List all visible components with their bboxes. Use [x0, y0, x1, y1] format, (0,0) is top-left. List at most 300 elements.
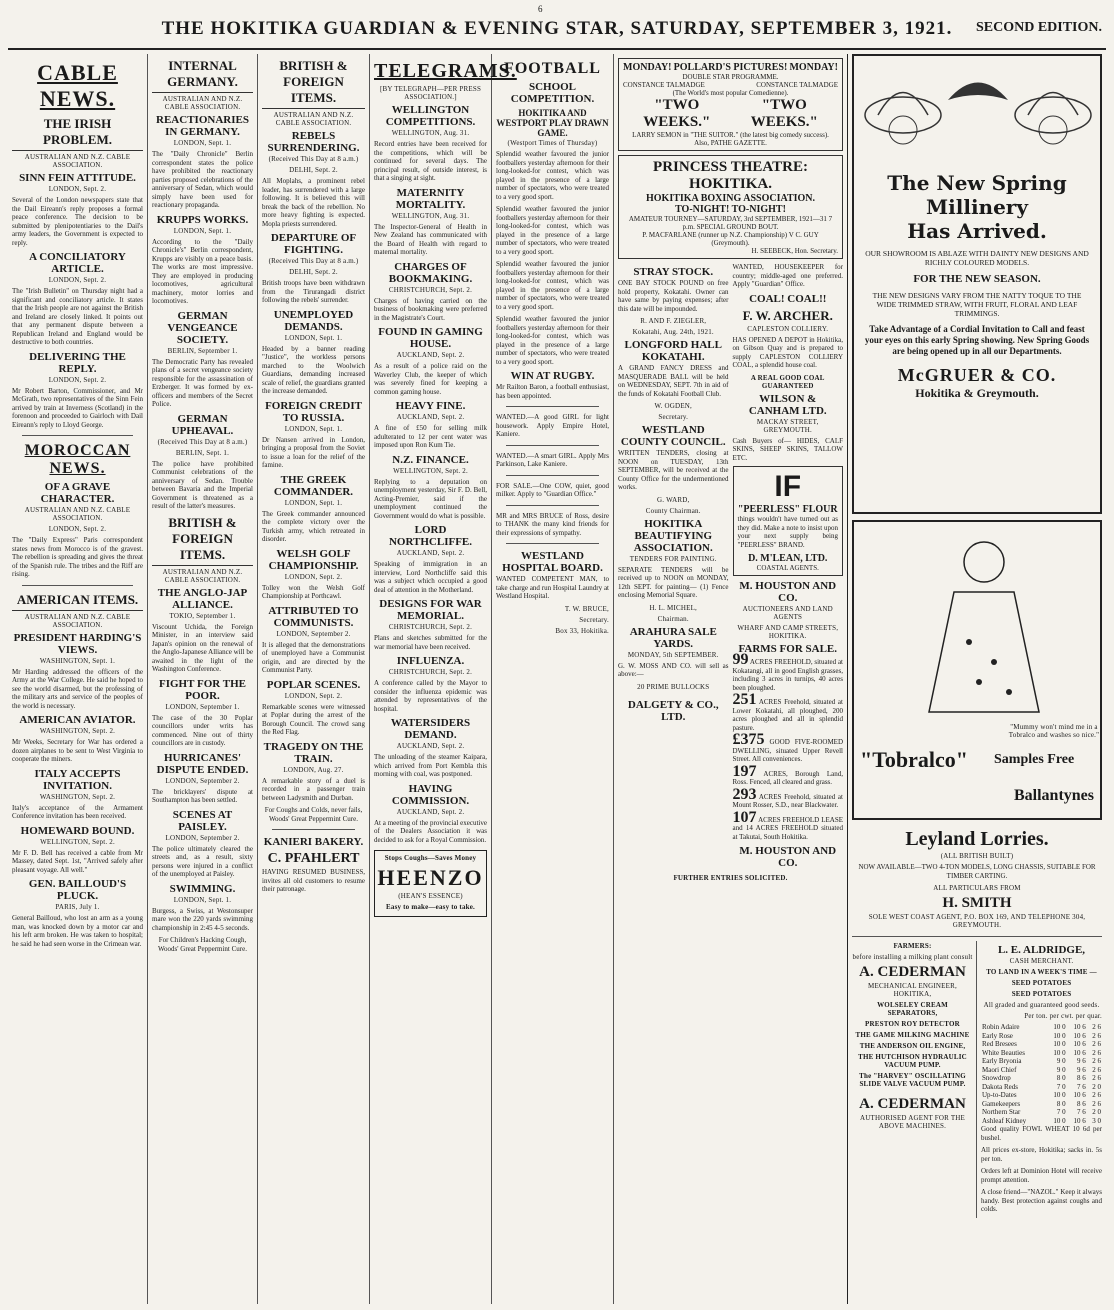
- dateline: LONDON, September 1.: [165, 702, 240, 711]
- beautifying-text: SEPARATE TENDERS will be received up to NOON on MONDAY, 12th SEPT. for painting— (1) Fence enclosing Memorial Square.: [618, 565, 729, 599]
- subheading: SWIMMING.: [169, 882, 236, 895]
- council-heading: WESTLAND COUNTY COUNCIL.: [620, 424, 726, 448]
- subheading: HOMEWARD BOUND.: [20, 824, 135, 837]
- secretary: H. SEEBECK, Hon. Secretary.: [751, 247, 838, 255]
- signature: Chairman.: [657, 614, 689, 623]
- tobralco-ad: [852, 520, 1102, 820]
- potato-price-table: [981, 1023, 1102, 1125]
- hats-illustration: [858, 60, 1098, 160]
- leyland-text: NOW AVAILABLE—TWO 4-TON MODELS, LONG CHASSIS, SUITABLE FOR TIMBER CARTING.: [858, 863, 1096, 880]
- article-text: Remarkable scenes were witnessed at Poplar during the arrest of the Borough Council. The crowd sang the Red Flag.: [262, 702, 365, 736]
- subheading: REBELS SURRENDERING.: [267, 130, 360, 154]
- signature: R. AND F. ZIEGLER,: [640, 317, 707, 325]
- price-cell: 2 6: [1092, 1048, 1101, 1057]
- credit: [BY TELEGRAPH—PER PRESS ASSOCIATION.]: [379, 85, 482, 101]
- article-text: Record entries have been received for the competitions, which will be continued for several days. The principal result, of outside interest, is that a singing at sight.: [374, 140, 487, 182]
- column-football: [492, 54, 614, 1304]
- ad-col-left: [618, 263, 729, 870]
- programme-label: DOUBLE STAR PROGRAMME.: [682, 73, 779, 81]
- pollards-title: POLLARD'S PICTURES!: [673, 62, 788, 73]
- column-internal-germany: [148, 54, 258, 1304]
- coal2-text: Cash Buyers of— HIDES, CALF SKINS, SHEEP SKINS, TALLOW ETC.: [732, 436, 843, 462]
- cable-news-heading: CABLE NEWS.: [37, 60, 118, 111]
- classified-ad: FOR SALE.—One COW, quiet, good milker. Apply to "Guardian Office.": [496, 481, 609, 498]
- cederman-name: A. CEDERMAN: [859, 964, 966, 980]
- internal-germany-heading: INTERNAL GERMANY.: [152, 58, 253, 93]
- signature: County Chairman.: [645, 506, 701, 515]
- price-row: [981, 1023, 1102, 1032]
- subheading: FOUND IN GAMING HOUSE.: [378, 326, 483, 350]
- divider: [22, 435, 133, 436]
- potato-variety: Ashleaf Kidney: [982, 1116, 1027, 1125]
- farm-listing: [732, 808, 844, 842]
- boxing-assoc: HOKITIKA BOXING ASSOCIATION.: [645, 193, 816, 204]
- leyland-text2: ALL PARTICULARS FROM: [933, 884, 1021, 892]
- divider: [272, 829, 355, 830]
- dateline: LONDON, Sept. 1.: [284, 424, 343, 433]
- subheading: FOREIGN CREDIT TO RUSSIA.: [265, 399, 362, 424]
- divider: [506, 543, 599, 544]
- article-text: Burgess, a Swiss, at Westonsuper mare won the 220 yards swimming championship in 2:45 4-5 seconds.: [152, 906, 253, 932]
- article-text: Several of the London newspapers state that the Dail Eireann's reply proposes a formal peace conference. The decision to be submitted by plenipotentiaries to the Dail's army leaders, the Government is expected to reply.: [12, 196, 143, 247]
- subheading: GERMAN VENGEANCE SOCIETY.: [167, 309, 238, 346]
- column-display-ads: [848, 54, 1106, 1304]
- credit: AUSTRALIAN AND N.Z. CABLE ASSOCIATION.: [162, 567, 243, 584]
- subheading: DESIGNS FOR WAR MEMORIAL.: [379, 598, 482, 622]
- subheading: INFLUENZA.: [396, 655, 465, 667]
- credit: AUSTRALIAN AND N.Z. CABLE ASSOCIATION.: [273, 111, 354, 127]
- article-text: General Bailloud, who lost an arm as a young man, was knocked down by a motor car and his left arm broken. He was taken to hospital; he said he had seen worse in the Crimean war.: [12, 914, 143, 948]
- farm-text: ACRES FREEHOLD LEASE and 14 ACRES FREEHOLD situated at Takutai, South Hokitika.: [732, 815, 843, 841]
- bakery-name: C. PFAHLERT: [267, 851, 360, 866]
- coal2-name: WILSON & CANHAM LTD.: [748, 392, 827, 417]
- signature: Secretary.: [658, 413, 689, 421]
- aldridge-foot: All prices ex-store, Hokitika; sacks in. 5s per ton.: [981, 1146, 1102, 1163]
- dateline: BERLIN, Sept. 1.: [175, 448, 230, 457]
- arahura-date: MONDAY, 5th SEPTEMBER.: [627, 650, 719, 659]
- article-text: The "Daily Chronicle" Berlin correspondent states the police have prohibited the reactionary parties proposed celebrations of the anniversary of Sedan, which would simply have been used for reactionary propaganda.: [152, 150, 253, 209]
- stray-stock-text: ONE BAY STOCK POUND on free hold property, Kokatahi. Owner can have same by paying expenses; after this date will be impounded.: [618, 279, 729, 313]
- coal2-sub: MACKAY STREET, GREYMOUTH.: [756, 417, 819, 434]
- tonight-label: TO-NIGHT! TO-NIGHT!: [675, 204, 786, 215]
- moroccan-news-heading: MOROCCAN NEWS.: [24, 442, 131, 477]
- aldridge-text: All graded and guaranteed good seeds.: [983, 1001, 1100, 1009]
- article-text: A conference called by the Mayor to consider the influenza epidemic was attended by representatives of the hospital.: [374, 679, 487, 713]
- telegrams-heading: TELEGRAMS.: [374, 60, 517, 82]
- dateline: CHRISTCHURCH, Sept. 2.: [388, 668, 473, 676]
- cederman-product: THE HUTCHISON HYDRAULIC VACUUM PUMP.: [858, 1053, 967, 1069]
- farm-listing: [732, 731, 844, 764]
- coal-heading: COAL! COAL!!: [749, 292, 827, 305]
- subheading: HEAVY FINE.: [395, 400, 466, 412]
- price-cell: 2 6: [1092, 1040, 1101, 1048]
- potato-variety: Robin Adaire: [982, 1023, 1020, 1031]
- aldridge-sub: CASH MERCHANT.: [1009, 957, 1074, 965]
- article-text: Mr Weeks, Secretary for War has ordered a dozen airplanes to be sent to West Virginia to cooperate the miners.: [12, 738, 143, 763]
- potato-variety: Snowdrop: [982, 1074, 1011, 1082]
- theatre-name: PRINCESS THEATRE: HOKITIKA.: [653, 159, 808, 192]
- price-row: [981, 1049, 1102, 1058]
- price-cell: 2 6: [1092, 1074, 1101, 1082]
- subheading: PRESIDENT HARDING'S VIEWS.: [13, 631, 142, 656]
- farm-acres: 251: [732, 691, 757, 708]
- price-cell: 10 6: [1073, 1091, 1086, 1099]
- dateline: AUCKLAND, Sept. 2.: [396, 351, 465, 359]
- dateline: WASHINGTON, Sept. 2.: [39, 792, 116, 801]
- price-cell: 8 6: [1077, 1074, 1086, 1082]
- subheading: WELLINGTON COMPETITIONS.: [385, 104, 476, 128]
- subheading: WATERSIDERS DEMAND.: [390, 717, 471, 741]
- dateline: LONDON, September 2.: [165, 776, 240, 785]
- price-row: [981, 1083, 1102, 1092]
- british-foreign-heading: BRITISH & FOREIGN ITEMS.: [152, 515, 253, 566]
- price-cell: 2 0: [1092, 1108, 1101, 1116]
- star-name: CONSTANCE TALMADGE: [756, 81, 838, 89]
- dateline: LONDON, Sept. 1.: [173, 139, 232, 147]
- divider: [506, 475, 599, 476]
- column-advertisements: [614, 54, 848, 1304]
- subheading: DELIVERING THE REPLY.: [29, 350, 126, 375]
- seed-potatoes: SEED POTATOES: [1011, 979, 1072, 987]
- price-cell: 2 0: [1092, 1082, 1101, 1091]
- further-entries: FURTHER ENTRIES SOLICITED.: [673, 874, 788, 882]
- coal-text: HAS OPENED A DEPOT in Hokitika, on Gibson Quay and is prepared to supply CAPLESTON COLLIERY COAL, a splendid house coal.: [732, 335, 843, 369]
- page-number: 6: [538, 4, 543, 14]
- price-cell: 10 6: [1073, 1031, 1086, 1040]
- article-text: The unloading of the steamer Kaipara, which arrived from Port Kembla this morning with coal, was postponed.: [374, 753, 487, 778]
- price-cell: 7 6: [1077, 1082, 1086, 1091]
- price-cell: 7 6: [1077, 1108, 1086, 1116]
- farm-acres: £375: [732, 731, 765, 748]
- film-title: "TWO WEEKS.": [750, 97, 818, 130]
- bakery-text: HAVING RESUMED BUSINESS, invites all old customers to resume their patronage.: [262, 868, 365, 893]
- subheading: HURRICANES' DISPUTE ENDED.: [156, 751, 249, 776]
- subheading: GEN. BAILLOUD'S PLUCK.: [28, 878, 127, 902]
- leyland-heading: Leyland Lorries.: [905, 828, 1049, 850]
- column-british-foreign: [258, 54, 370, 1304]
- price-row: [981, 1117, 1102, 1126]
- classified-heading: WESTLAND HOSPITAL BOARD.: [502, 550, 603, 574]
- aldridge-ad: [981, 941, 1102, 1218]
- classified-ad: WANTED.—A smart GIRL. Apply Mrs Parkinson, Lake Kaniere.: [496, 451, 609, 468]
- signature: Kokatahi, Aug. 24th, 1921.: [632, 328, 714, 336]
- farm-text: ACRES Freehold, situated at Mount Rosser, S.D., near Blackwater.: [732, 792, 843, 809]
- dateline: PARIS, July 1.: [55, 903, 100, 911]
- dateline: LONDON, Sept. 2.: [284, 691, 343, 700]
- subheading: POPLAR SCENES.: [266, 678, 361, 691]
- signature: Box 33, Hokitika.: [555, 626, 609, 635]
- dateline: AUCKLAND, Sept. 2.: [396, 807, 465, 816]
- article-text: Tolley won the Welsh Golf Championship at Porthcawl.: [262, 583, 365, 600]
- subheading: ITALY ACCEPTS INVITATION.: [34, 767, 121, 792]
- subheading: WIN AT RUGBY.: [510, 370, 595, 382]
- council-text: WRITTEN TENDERS, closing at NOON on TUESDAY, 13th SEPTEMBER, will be received at the County Office for the undermentioned works.: [618, 449, 729, 491]
- article-text: Headed by a banner reading "Justice", the workless persons marched to the Woolwich Guardians, demanding increased scale of relief, the guardians granted the increase demanded.: [262, 344, 365, 395]
- arahura-item: 20 PRIME BULLOCKS: [637, 682, 710, 691]
- farm-text: ACRES, Borough Land, Ross. Fenced, all cleared and grass.: [732, 769, 843, 786]
- article-text: The police ultimately cleared the streets and, as a result, sixty persons were injured in a conflict of the unemployed at Paisley.: [152, 844, 253, 878]
- price-cell: 10 0: [1053, 1116, 1066, 1125]
- heenzo-sub: (HEAN'S ESSENCE): [398, 892, 463, 900]
- flour-agent-sub: COASTAL AGENTS.: [756, 564, 819, 572]
- price-cell: 9 0: [1056, 1065, 1066, 1074]
- price-cell: 2 6: [1092, 1031, 1101, 1040]
- price-rows: [981, 1023, 1102, 1125]
- price-row: [981, 1100, 1102, 1109]
- millinery-heading: Has Arrived.: [907, 219, 1047, 243]
- article-text: Viscount Uchida, the Foreign Minister, in an interview said Japan's opinion on the renewal of the Anglo-Japanese Alliance will be awaited in the light of the Washington Conference.: [152, 622, 253, 673]
- dateline: WELLINGTON, Aug. 31.: [391, 211, 470, 220]
- credit: AUSTRALIAN AND N.Z. CABLE ASSOCIATION.: [24, 506, 131, 522]
- girl-illustration: [914, 532, 1054, 732]
- price-cell: 10 6: [1073, 1040, 1086, 1048]
- article-text: Dr Nansen arrived in London, bringing a proposal from the Soviet to issue a loan for the relief of the famine.: [262, 435, 365, 469]
- ad-top-row: [623, 62, 838, 73]
- dateline: LONDON, Sept. 1.: [284, 498, 343, 507]
- price-cell: 10 6: [1073, 1116, 1086, 1125]
- dateline: LONDON, Sept. 2.: [48, 525, 107, 533]
- credit: (Received This Day at 8 a.m.): [157, 437, 248, 446]
- subheading: LORD NORTHCLIFFE.: [388, 524, 473, 548]
- dalgety-name: DALGETY & CO., LTD.: [627, 698, 719, 723]
- column-telegrams: [370, 54, 517, 1304]
- farm-listing: [732, 651, 844, 692]
- subheading: UNEMPLOYED DEMANDS.: [273, 308, 354, 333]
- potato-variety: Red Bresees: [982, 1040, 1017, 1048]
- dateline: LONDON, Sept. 2.: [48, 185, 107, 193]
- subheading: FIGHT FOR THE POOR.: [158, 677, 246, 702]
- classified-ad: WANTED.—A good GIRL for light housework. Apply Empire Hotel, Kaniere.: [496, 413, 609, 438]
- ad-col-right: [733, 263, 844, 870]
- cough-cure-ad: For Children's Hacking Cough, Woods' Great Peppermint Cure.: [158, 936, 247, 953]
- flour-text: things wouldn't have turned out as they did. Make a note to insist upon your next supply being "PEERLESS" BRAND.: [737, 515, 838, 549]
- price-cell: 9 6: [1077, 1065, 1086, 1074]
- dateline: LONDON, Sept. 2.: [48, 276, 107, 284]
- price-cell: 2 6: [1092, 1023, 1101, 1031]
- price-cell: 10 0: [1053, 1023, 1066, 1031]
- cederman-product: WOLSELEY CREAM SEPARATORS,: [877, 1001, 948, 1017]
- millinery-invite: Take Advantage of a Cordial Invitation to Call and feast your eyes on this early Spring showing. New Spring Goods are being opened up in all our Departments.: [864, 324, 1090, 356]
- monday-label: MONDAY!: [623, 62, 672, 73]
- farm-listing: [732, 762, 844, 787]
- aldridge-name: L. E. ALDRIDGE,: [997, 944, 1086, 956]
- article-text: The police have prohibited Communist celebrations of the anniversary of Sedan. Trouble between Bavaria and the Imperial Government is threatened as a result of the latter's measures.: [152, 459, 253, 510]
- dateline: WELLINGTON, Aug. 31.: [391, 129, 470, 137]
- column-cable-news: [8, 54, 148, 1304]
- aldridge-land: TO LAND IN A WEEK'S TIME —: [986, 968, 1097, 976]
- signature: Secretary.: [579, 615, 609, 624]
- price-row: [981, 1040, 1102, 1049]
- hall-heading: LONGFORD HALL KOKATAHI.: [624, 339, 722, 363]
- signature: W. OGDEN,: [654, 402, 692, 410]
- pollards-pictures-ad: [618, 58, 843, 151]
- farm-acres: 99: [732, 651, 749, 668]
- dateline: LONDON, Sept. 1.: [173, 895, 232, 904]
- credit: AUSTRALIAN AND N.Z. CABLE ASSOCIATION.: [24, 153, 131, 169]
- signature: H. L. MICHEL,: [649, 603, 697, 612]
- potato-variety: Up-to-Dates: [982, 1091, 1017, 1099]
- article-text: The "Irish Bulletin" on Thursday night had a significant and conciliatory article. It states that the Irish people are not against the British and Ireland are closely linked. It points out that any permanent dispute between a Republican Ireland and England would be destructive to both countries.: [12, 287, 143, 346]
- farms-heading: FARMS FOR SALE.: [738, 643, 837, 655]
- heenzo-ad: [374, 850, 487, 917]
- princess-theatre-ad: [618, 155, 843, 259]
- masthead: [8, 4, 1106, 50]
- subheading: HAVING COMMISSION.: [391, 782, 470, 807]
- potato-variety: Early Bryonia: [982, 1057, 1022, 1065]
- smith-name: H. SMITH: [942, 895, 1012, 911]
- price-cell: 2 6: [1092, 1057, 1101, 1065]
- tobralco-samples: Samples Free: [994, 752, 1075, 767]
- divider: [506, 445, 599, 446]
- millinery-text: OUR SHOWROOM IS ABLAZE WITH DAINTY NEW DESIGNS AND RICHLY COLOURED MODELS.: [865, 249, 1089, 267]
- farm-listing: [732, 785, 844, 810]
- article-text: The Greek commander announced the complete victory over the Turkish army, which retreated in disorder.: [262, 509, 365, 543]
- dateline: LONDON, Sept. 2.: [284, 572, 343, 581]
- price-cell: 8 0: [1056, 1099, 1066, 1108]
- dateline: WASHINGTON, Sept. 1.: [39, 656, 116, 665]
- cederman-product: The "HARVEY" OSCILLATING SLIDE VALVE VACUUM PUMP.: [859, 1072, 966, 1088]
- subheading: REACTIONARIES IN GERMANY.: [156, 114, 249, 138]
- cederman-product: THE ANDERSON OIL ENGINE,: [859, 1042, 966, 1050]
- irish-problem-heading: THE IRISH PROBLEM.: [12, 116, 143, 151]
- houston-name: M. HOUSTON AND CO.: [739, 845, 837, 869]
- dateline: CHRISTCHURCH, Sept. 2.: [388, 285, 473, 294]
- article-text: British troops have been withdrawn from the Tirurangadi district following the rebels' surrender.: [262, 279, 365, 304]
- coal2-heading: A REAL GOOD COAL GUARANTEED: [750, 373, 825, 390]
- divider: [22, 585, 133, 586]
- farm-acres: 107: [732, 808, 757, 826]
- tourney-text: AMATEUR TOURNEY—SATURDAY, 3rd SEPTEMBER, 1921—31 7 p.m. SPECIAL GROUND BOUT.: [628, 215, 833, 231]
- credit: AUSTRALIAN AND N.Z. CABLE ASSOCIATION.: [24, 612, 131, 629]
- films-row: [623, 97, 838, 131]
- subheading: SCHOOL COMPETITION.: [510, 81, 595, 105]
- potato-variety: Maori Chief: [982, 1065, 1017, 1074]
- credit: AUSTRALIAN AND N.Z. CABLE ASSOCIATION.: [162, 95, 243, 111]
- price-row: [981, 1032, 1102, 1041]
- credit: (Received This Day at 8 a.m.): [268, 257, 359, 265]
- subheading: A CONCILIATORY ARTICLE.: [29, 251, 126, 275]
- divider: [506, 505, 599, 506]
- price-cell: 7 0: [1056, 1108, 1066, 1116]
- price-cell: 9 6: [1077, 1057, 1086, 1065]
- cederman-heading: FARMERS:: [893, 942, 932, 950]
- potato-variety: Dakota Reds: [982, 1082, 1018, 1091]
- film-title: "TWO WEEKS.": [643, 97, 711, 130]
- houston-sub: AUCTIONEERS AND LAND AGENTS: [742, 605, 833, 621]
- subheading: N.Z. FINANCE.: [392, 453, 469, 466]
- heenzo-brand: HEENZO: [377, 865, 484, 890]
- star-name: CONSTANCE TALMADGE: [623, 81, 705, 89]
- arahura-text: G. W. MOSS AND CO. will sell as above:—: [618, 661, 729, 678]
- dateline: LONDON, Sept. 1.: [173, 226, 232, 235]
- article-text: According to the "Daily Chronicle's" Berlin correspondent, Krupps are visibly on a peace basis. The works are most impressive. They are employed in producing locomotives, agricultural machinery, motor lorries and locomotives.: [152, 237, 253, 305]
- article-text: Charges of having carried on the business of bookmaking were preferred in the Magistrate's Court.: [374, 296, 487, 322]
- price-cell: 2 6: [1092, 1099, 1101, 1108]
- price-cell: 10 0: [1053, 1031, 1066, 1040]
- edition-label: SECOND EDITION.: [975, 20, 1102, 35]
- article-text: Speaking of immigration in an interview, Lord Northcliffe said this was a subject which occupied a good deal of attention in the Motherland.: [374, 560, 487, 594]
- bakery-heading: KANIERI BAKERY.: [263, 836, 364, 848]
- article-text: Mr F. D. Bell has received a cable from Mr Massey, dated Sept. 1st, "Arrived safely after pleasant voyage. All well.": [12, 848, 143, 874]
- dateline: DELHI, Sept. 2.: [289, 166, 338, 174]
- seed-potatoes: SEED POTATOES: [1011, 990, 1072, 998]
- millinery-heading: The New Spring Millinery: [887, 171, 1067, 219]
- aldridge-foot: Good quality FOWL WHEAT 10 6d per bushel.: [981, 1125, 1102, 1142]
- subheading: TRAGEDY ON THE TRAIN.: [263, 740, 364, 765]
- signature: T. W. BRUCE,: [564, 604, 609, 613]
- subheading: MATERNITY MORTALITY.: [395, 186, 466, 211]
- british-foreign-heading: BRITISH & FOREIGN ITEMS.: [262, 58, 365, 109]
- article-text: A fine of £50 for selling milk adulterated to 12 per cent water was imposed upon Ron Kum Tie.: [374, 424, 487, 449]
- cederman-name: A. CEDERMAN: [859, 1096, 966, 1112]
- dateline: DELHI, Sept. 2.: [289, 268, 338, 276]
- article-text: Splendid weather favoured the junior footballers yesterday afternoon for their long-looked-for contest, which was played in the presence of a large number of spectators, who were treated to a very good sport.: [496, 260, 609, 311]
- potato-variety: White Beauties: [982, 1048, 1025, 1057]
- article-text: Plans and sketches submitted for the war memorial have been received.: [374, 634, 487, 651]
- smith-address: SOLE WEST COAST AGENT, P.O. BOX 169, AND TELEPHONE 304, GREYMOUTH.: [868, 913, 1086, 929]
- article-text: Splendid weather favoured the junior footballers yesterday afternoon for their long-looked-for contest, which was played in the presence of a large number of spectators, who were treated to a very good sport.: [496, 205, 609, 256]
- farm-acres: 197: [732, 762, 757, 780]
- article-text: Mr Railton Baron, a football enthusiast, has been appointed.: [496, 383, 609, 400]
- subheading: GERMAN UPHEAVAL.: [171, 412, 234, 437]
- mcgruer-brand: McGRUER & CO.: [897, 365, 1057, 385]
- potato-variety: Northern Star: [982, 1108, 1021, 1116]
- price-cell: 10 0: [1053, 1040, 1066, 1048]
- ballantynes-brand: Ballantynes: [1013, 787, 1094, 804]
- price-cell: 10 6: [1073, 1023, 1086, 1031]
- article-text: The Democratic Party has revealed plans of a secret vengeance society responsible for the assassination of Erzberger. It was formed by ex-officers and members of the Secret Police.: [152, 357, 253, 408]
- subheading: CHARGES OF BOOKMAKING.: [388, 260, 473, 285]
- aldridge-foot: Orders left at Dominion Hotel will receive prompt attention.: [981, 1167, 1102, 1184]
- cederman-sub: before installing a milking plant consult: [852, 953, 973, 961]
- season-label: FOR THE NEW SEASON.: [913, 273, 1041, 285]
- arahura-heading: ARAHURA SALE YARDS.: [629, 625, 717, 650]
- subheading: WELSH GOLF CHAMPIONSHIP.: [268, 547, 359, 572]
- article-text: Splendid weather favoured the junior footballers yesterday afternoon for their long-looked-for contest, which was played in the presence of a large number of spectators, who were treated to a very good sport.: [496, 315, 609, 366]
- divider: [506, 406, 599, 407]
- potato-variety: Early Rose: [982, 1031, 1013, 1040]
- article-text: The Inspector-General of Health in New Zealand has communicated with the Board of Health with regard to maternal mortality.: [374, 222, 487, 256]
- stars-row: [623, 81, 838, 89]
- hall-text: A GRAND FANCY DRESS and MASQUERADE BALL will be held on WEDNESDAY, SEPT. 7th in aid of the funds of Kokatahi Football Club.: [618, 364, 729, 398]
- houston-name: M. HOUSTON AND CO.: [739, 580, 837, 604]
- nazol-ad: A close friend—"NAZOL." Keep it always handy. Best protection against coughs and colds.: [981, 1188, 1102, 1213]
- cederman-role: MECHANICAL ENGINEER, HOKITIKA,: [868, 982, 957, 998]
- newspaper-title: THE HOKITIKA GUARDIAN & EVENING STAR, SATURDAY, SEPTEMBER 3, 1921.: [161, 18, 953, 39]
- cederman-product: THE GAME MILKING MACHINE: [855, 1031, 970, 1039]
- price-cell: 8 0: [1056, 1074, 1066, 1082]
- dateline: AUCKLAND, Sept. 2.: [396, 549, 465, 557]
- article-text: A remarkable story of a duel is recorded in a passenger train between Ladysmith and Durban.: [262, 776, 365, 802]
- film-sub: LARRY SEMON in "THE SUITOR." (the latest big comedy success).: [632, 131, 829, 139]
- dateline: WELLINGTON, Sept. 2.: [393, 466, 468, 475]
- credit: (Westport Times of Thursday): [507, 139, 598, 147]
- price-cell: 7 0: [1056, 1082, 1066, 1091]
- heenzo-slogan: Easy to make—easy to take.: [386, 903, 475, 911]
- american-items-heading: AMERICAN ITEMS.: [12, 592, 143, 611]
- dateline: CHRISTCHURCH, Sept. 2.: [388, 623, 473, 631]
- article-text: Mr Robert Barton, Commissioner, and Mr McGrath, two representatives of the Sinn Fein arrived by train at Inverness (Scotland) in the forenoon and proceeded to Gairloch with Dail Eireann's reply to Lloyd George.: [12, 386, 143, 429]
- cough-cure-ad: For Coughs and Colds, never fails, Woods' Great Peppermint Cure.: [264, 806, 363, 823]
- price-cell: 10 0: [1053, 1048, 1066, 1057]
- flour-agent: D. M'LEAN, LTD.: [748, 553, 828, 564]
- article-text: As a result of a police raid on the Waverley Club, the keeper of which was severely fined for keeping a common gaming house.: [374, 362, 487, 396]
- farm-listing: [732, 691, 844, 732]
- subheading: OF A GRAVE CHARACTER.: [40, 481, 115, 505]
- article-text: Splendid weather favoured the junior footballers yesterday afternoon for their long-looked-for contest, which was played in the presence of a large number of spectators, who were treated to a very good sport.: [496, 150, 609, 201]
- dateline: LONDON, Aug. 27.: [283, 765, 344, 774]
- millinery-text: THE NEW DESIGNS VARY FROM THE NATTY TOQUE TO THE WIDE TRIMMED STRAW, WITH FRUIT, FLORAL AND LEAF TRIMMINGS.: [872, 291, 1082, 318]
